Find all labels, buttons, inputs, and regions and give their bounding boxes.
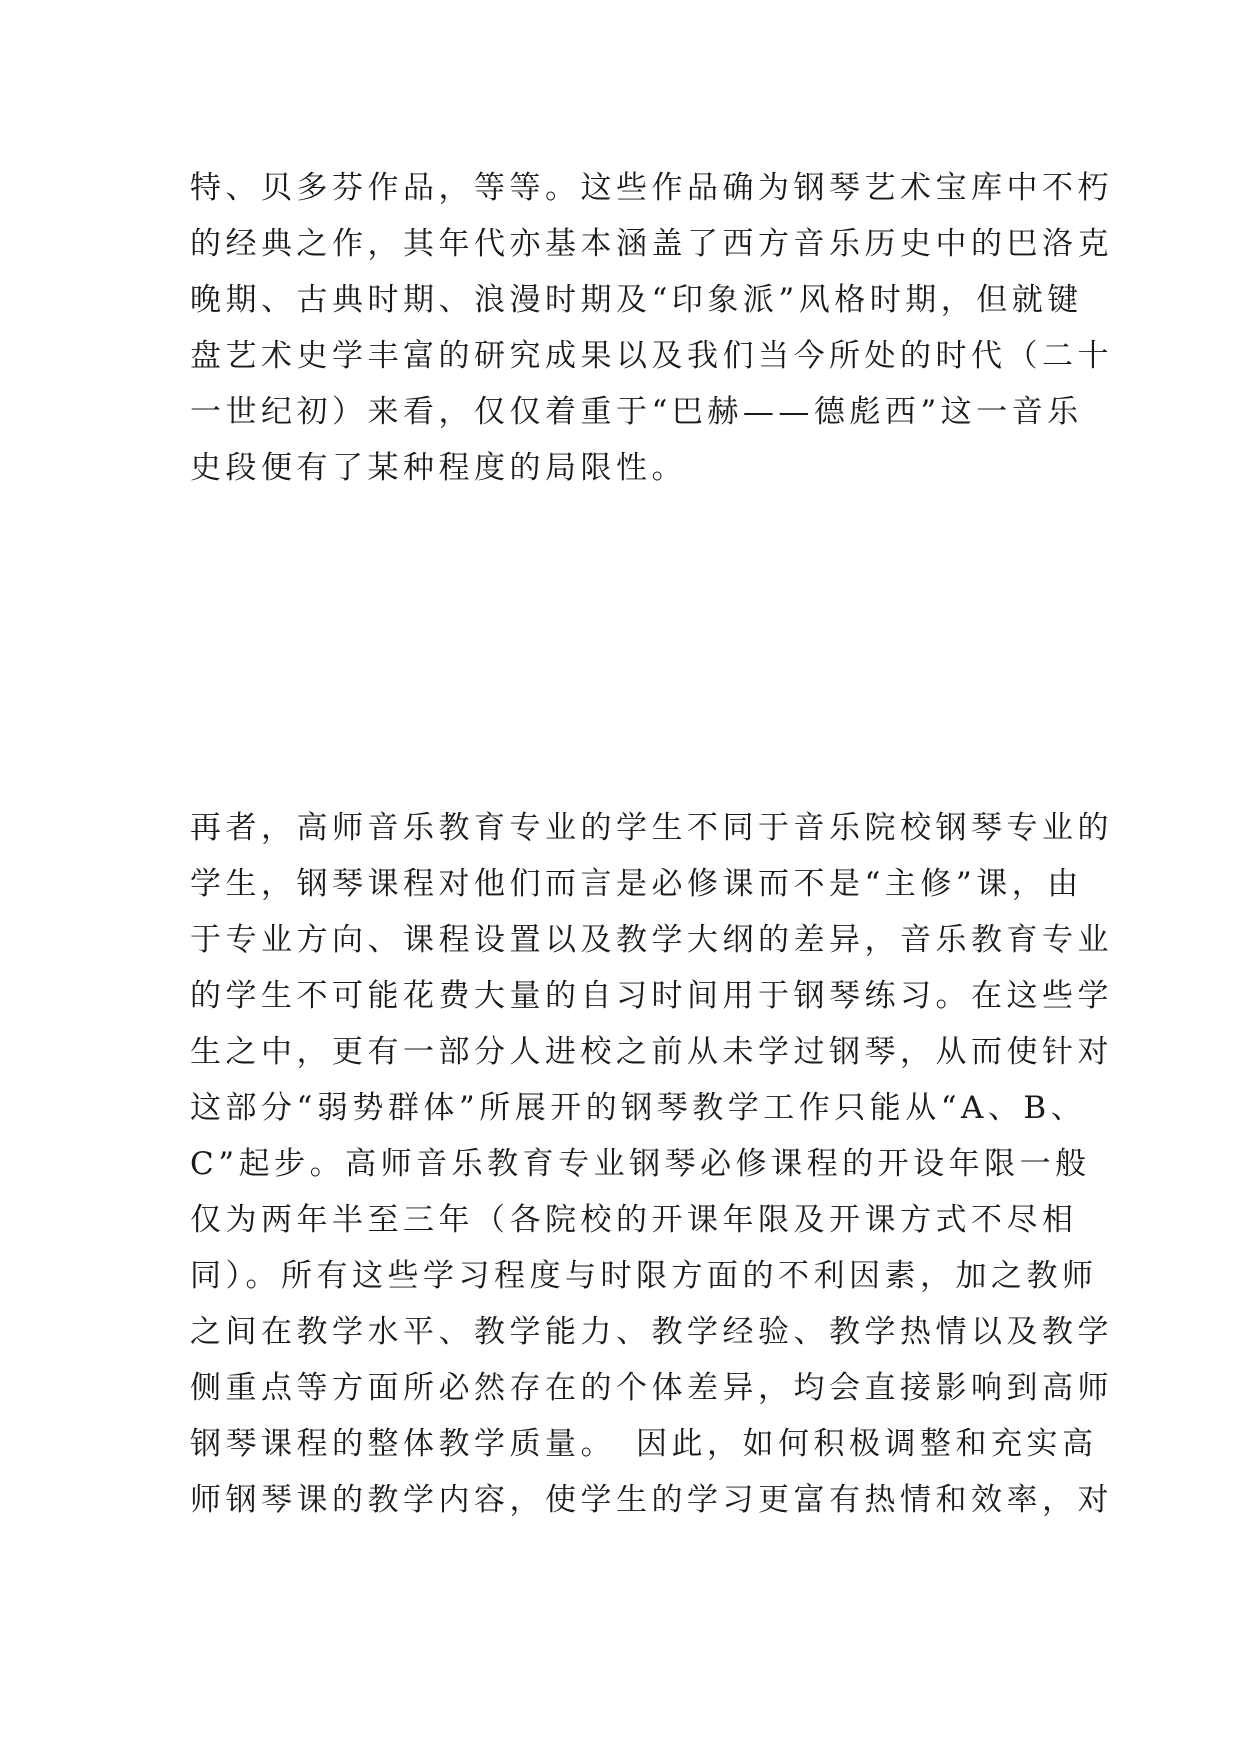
paragraph-line: 学生，钢琴课程对他们而言是必修课而不是“主修”课，由 [190, 866, 1083, 902]
paragraph-line: 侧重点等方面所必然存在的个体差异，均会直接影响到高师 [190, 1370, 1113, 1406]
paragraph-line: 史段便有了某种程度的局限性。 [190, 450, 687, 486]
paragraph-line: 钢琴课程的整体教学质量。 因此，如何积极调整和充实高 [190, 1426, 1098, 1462]
paragraph-line: 之间在教学水平、教学能力、教学经验、教学热情以及教学 [190, 1314, 1113, 1350]
paragraph-1 [190, 160, 1113, 496]
paragraph-line: C”起步。高师音乐教育专业钢琴必修课程的开设年限一般 [190, 1146, 1091, 1182]
paragraph-line: 生之中，更有一部分人进校之前从未学过钢琴，从而使针对 [190, 1034, 1113, 1070]
paragraph-line: 于专业方向、课程设置以及教学大纲的差异，音乐教育专业 [190, 922, 1113, 958]
paragraph-line: 的学生不可能花费大量的自习时间用于钢琴练习。在这些学 [190, 978, 1113, 1014]
paragraph-line: 这部分“弱势群体”所展开的钢琴教学工作只能从“A、B、 [190, 1090, 1087, 1126]
paragraph-line: 同）。所有这些学习程度与时限方面的不利因素，加之教师 [190, 1258, 1098, 1294]
paragraph-2 [190, 800, 1113, 1528]
paragraph-line: 再者，高师音乐教育专业的学生不同于音乐院校钢琴专业的 [190, 810, 1113, 846]
paragraph-line: 晚期、古典时期、浪漫时期及“印象派”风格时期，但就键 [190, 282, 1083, 318]
paragraph-line: 特、贝多芬作品，等等。这些作品确为钢琴艺术宝库中不朽 [190, 170, 1113, 206]
paragraph-line: 一世纪初）来看，仅仅着重于“巴赫——德彪西”这一音乐 [190, 394, 1083, 430]
paragraph-line: 盘艺术史学丰富的研究成果以及我们当今所处的时代（二十 [190, 338, 1113, 374]
paragraph-line: 仅为两年半至三年（各院校的开课年限及开课方式不尽相 [190, 1202, 1078, 1238]
paragraph-line: 师钢琴课的教学内容，使学生的学习更富有热情和效率，对 [190, 1482, 1113, 1518]
paragraph-line: 的经典之作，其年代亦基本涵盖了西方音乐历史中的巴洛克 [190, 226, 1113, 262]
